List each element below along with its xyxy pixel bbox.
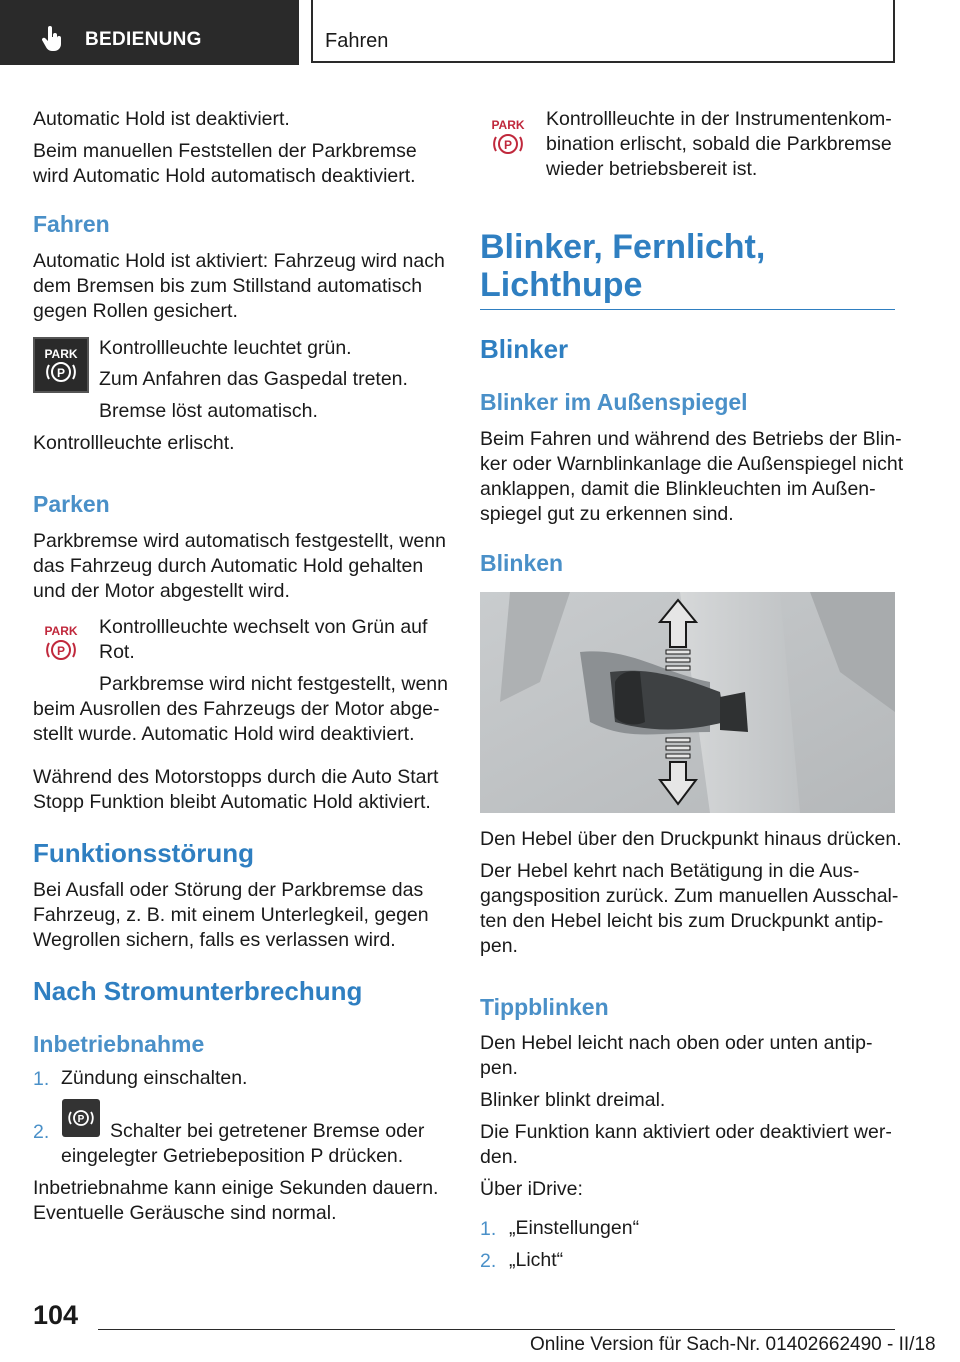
paragraph-line: Eventuelle Geräusche sind normal. xyxy=(33,1202,337,1224)
footer-rule xyxy=(98,1329,895,1330)
header-chapter-label: Fahren xyxy=(325,30,389,52)
paragraph-line: Kontrollleuchte leuchtet grün. xyxy=(99,337,352,359)
list-item-text: Schalter bei getretener Bremse oder xyxy=(110,1120,425,1142)
paragraph-line: Bremse löst automatisch. xyxy=(99,400,318,422)
svg-text:P: P xyxy=(503,138,513,152)
paragraph-line: Den Hebel über den Druckpunkt hinaus drücken. xyxy=(480,828,902,850)
paragraph-line: Stopp Funktion bleibt Automatic Hold aktiviert. xyxy=(33,791,431,813)
paragraph-line: Beim Fahren und während des Betriebs der Blin- xyxy=(480,428,902,450)
paragraph-line: Fahrzeug, z. B. mit einem Unterlegkeil, gegen xyxy=(33,904,429,926)
heading-stromunterbrechung: Nach Stromunterbrechung xyxy=(33,976,363,1006)
paragraph-line: Blinker blinkt dreimal. xyxy=(480,1089,666,1111)
paragraph-line: Parkbremse wird automatisch festgestellt, wenn xyxy=(33,530,446,552)
header-chapter-tab xyxy=(311,0,895,63)
paragraph-line: den. xyxy=(480,1146,518,1168)
park-red-indicator-icon xyxy=(33,614,89,670)
heading-tippblinken: Tippblinken xyxy=(480,994,609,1020)
hand-pointer-icon xyxy=(40,26,64,52)
heading-rule xyxy=(480,309,895,310)
paragraph-line: Kontrollleuchte in der Instrumentenkom- xyxy=(546,108,892,130)
paragraph-line: pen. xyxy=(480,935,518,957)
list-number: 2. xyxy=(33,1121,50,1143)
paragraph-line: Die Funktion kann aktiviert oder deaktiviert wer- xyxy=(480,1121,892,1143)
list-item-text: „Licht“ xyxy=(509,1249,564,1271)
heading-fahren: Fahren xyxy=(33,211,110,237)
paragraph-line: und der Motor abgestellt wird. xyxy=(33,580,290,602)
park-button-icon xyxy=(62,1099,100,1137)
paragraph-line: das Fahrzeug durch Automatic Hold gehalten xyxy=(33,555,424,577)
paragraph-line: dem Bremsen bis zum Stillstand automatisch xyxy=(33,275,423,297)
heading-inbetriebnahme: Inbetriebnahme xyxy=(33,1031,205,1057)
list-item-text: Zündung einschalten. xyxy=(61,1067,248,1089)
list-number: 1. xyxy=(480,1218,497,1240)
paragraph-line: Automatic Hold ist aktiviert: Fahrzeug wird nach xyxy=(33,250,445,272)
heading-blinken: Blinken xyxy=(480,550,564,576)
paragraph-line: stellt wurde. Automatic Hold wird deaktiviert. xyxy=(33,723,415,745)
paragraph-line: gangsposition zurück. Zum manuellen Ausschal- xyxy=(480,885,899,907)
paragraph-line: ten den Hebel leicht bis zum Druckpunkt antip- xyxy=(480,910,884,932)
heading-funktionsstoerung: Funktionsstörung xyxy=(33,838,254,868)
svg-text:PARK: PARK xyxy=(44,624,78,638)
paragraph-line: Zum Anfahren das Gaspedal treten. xyxy=(99,368,408,390)
header-section-label: BEDIENUNG xyxy=(85,29,202,50)
paragraph-line: gegen Rollen gesichert. xyxy=(33,300,238,322)
paragraph-line: wird Automatic Hold automatisch deaktiviert. xyxy=(33,165,416,187)
chapter-heading: Lichthupe xyxy=(480,266,643,304)
paragraph-line: pen. xyxy=(480,1057,518,1079)
list-number: 2. xyxy=(480,1250,497,1272)
paragraph-line: Beim manuellen Feststellen der Parkbremse xyxy=(33,140,417,162)
park-red-indicator-icon xyxy=(480,108,536,164)
heading-blinker-aussenspiegel: Blinker im Außenspiegel xyxy=(480,389,748,415)
page-number: 104 xyxy=(33,1300,79,1330)
footer-text: Online Version für Sach-Nr. 01402662490 - II/18 xyxy=(530,1334,936,1355)
paragraph-line: Inbetriebnahme kann einige Sekunden dauern. xyxy=(33,1177,439,1199)
paragraph-line: Rot. xyxy=(99,641,135,663)
paragraph-line: Kontrollleuchte wechselt von Grün auf xyxy=(99,616,428,638)
park-green-indicator-icon xyxy=(33,337,89,393)
paragraph-line: Der Hebel kehrt nach Betätigung in die Aus- xyxy=(480,860,860,882)
paragraph-line: Den Hebel leicht nach oben oder unten antip- xyxy=(480,1032,873,1054)
paragraph-line: bination erlischt, sobald die Parkbremse xyxy=(546,133,892,155)
list-item-text: „Einstellungen“ xyxy=(509,1217,640,1239)
paragraph-line: Während des Motorstopps durch die Auto Start xyxy=(33,766,439,788)
heading-blinker: Blinker xyxy=(480,334,569,364)
paragraph-line: ker oder Warnblinkanlage die Außenspiegel nicht xyxy=(480,453,904,475)
svg-text:P: P xyxy=(56,366,66,380)
list-item-text: eingelegter Getriebeposition P drücken. xyxy=(61,1145,404,1167)
chapter-heading: Blinker, Fernlicht, xyxy=(480,228,766,266)
svg-text:P: P xyxy=(77,1114,85,1125)
svg-text:PARK: PARK xyxy=(44,347,78,361)
paragraph-line: Automatic Hold ist deaktiviert. xyxy=(33,108,290,130)
paragraph-line: Parkbremse wird nicht festgestellt, wenn xyxy=(99,673,448,695)
paragraph-line: beim Ausrollen des Fahrzeugs der Motor abge- xyxy=(33,698,440,720)
paragraph-line: spiegel gut zu erkennen sind. xyxy=(480,503,734,525)
paragraph-line: wieder betriebsbereit ist. xyxy=(546,158,758,180)
paragraph-line: Über iDrive: xyxy=(480,1178,583,1200)
heading-parken: Parken xyxy=(33,491,110,517)
svg-text:PARK: PARK xyxy=(491,118,525,132)
paragraph-line: Wegrollen sichern, falls es verlassen wird. xyxy=(33,929,396,951)
paragraph-line: Bei Ausfall oder Störung der Parkbremse das xyxy=(33,879,424,901)
turn-signal-lever-photo xyxy=(480,592,895,813)
list-number: 1. xyxy=(33,1068,50,1090)
paragraph-line: anklappen, damit die Blinkleuchten im Außen- xyxy=(480,478,876,500)
svg-text:P: P xyxy=(56,644,66,658)
header-section-tab xyxy=(0,0,299,65)
paragraph-line: Kontrollleuchte erlischt. xyxy=(33,432,235,454)
